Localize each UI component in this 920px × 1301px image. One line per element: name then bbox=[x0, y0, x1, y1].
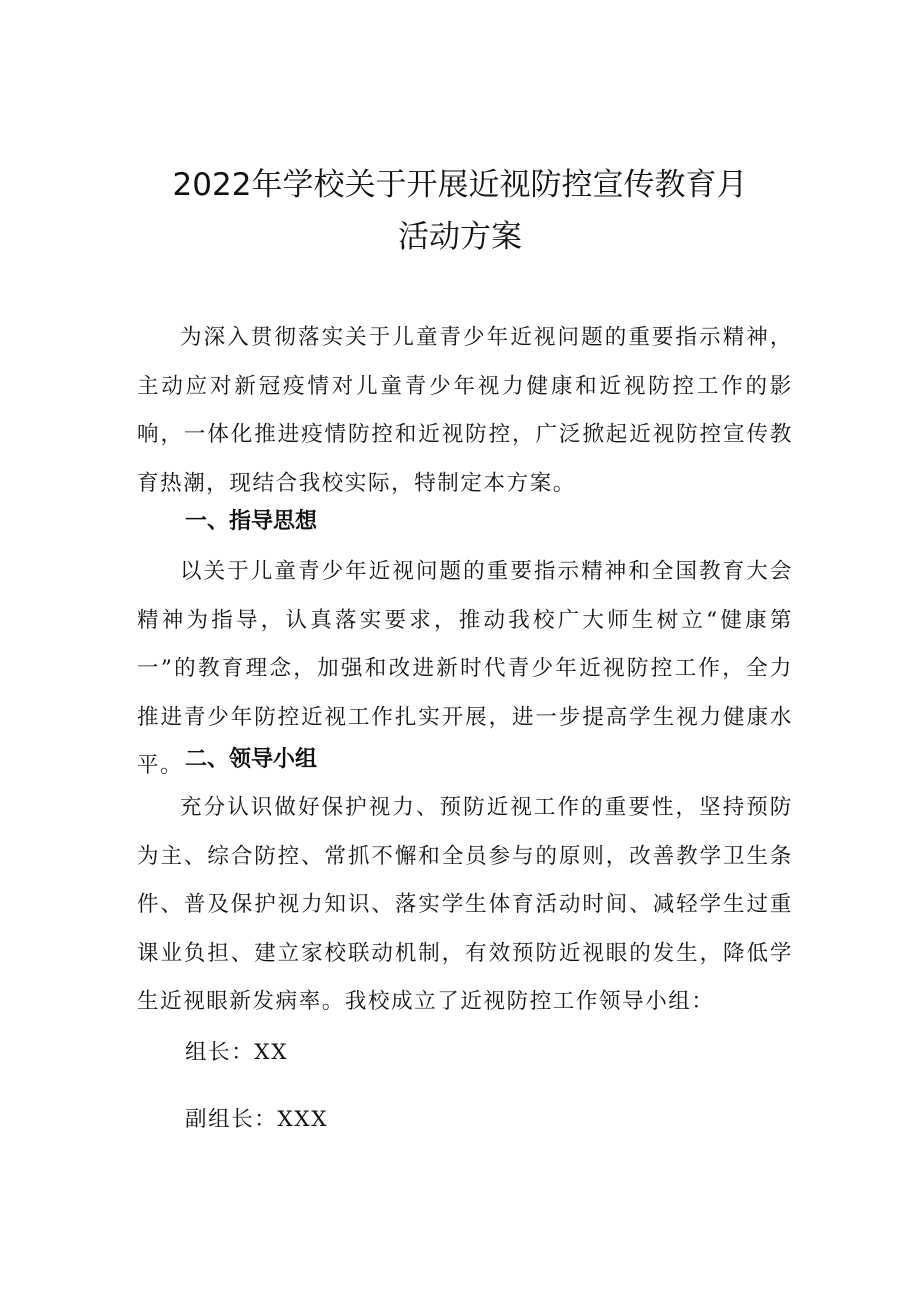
leadership-group-paragraph: 充分认识做好保护视力、预防近视工作的重要性，坚持预防为主、综合防控、常抓不懈和全员参与的原则，改善教学卫生条件、普及保护视力知识、落实学生体育活动时间、减轻学生过重课业负担、建立家校联动机制，有效预防近视眼的发生，降低学生近视眼新发病率。我校成立了近视防控工作领导小组： bbox=[137, 795, 793, 1014]
document-title-line2: 活动方案 bbox=[398, 219, 522, 255]
intro-paragraph: 为深入贯彻落实关于儿童青少年近视问题的重要指示精神，主动应对新冠疫情对儿童青少年视力健康和近视防控工作的影响，一体化推进疫情防控和近视防控，广泛掀起近视防控宣传教育热潮，现结合我校实际，特制定本方案。 bbox=[137, 325, 793, 496]
document-title-line1: 2022年学校关于开展近视防控宣传教育月 bbox=[172, 167, 748, 203]
section-heading-leadership-group: 二、领导小组 bbox=[185, 747, 318, 772]
deputy-group-leader: 副组长：XXX bbox=[185, 1107, 329, 1132]
section-heading-guiding-thought: 一、指导思想 bbox=[185, 509, 318, 534]
group-leader: 组长：XX bbox=[185, 1040, 289, 1065]
guiding-thought-paragraph: 以关于儿童青少年近视问题的重要指示精神和全国教育大会精神为指导，认真落实要求，推动我校广大师生树立“健康第一”的教育理念，加强和改进新时代青少年近视防控工作，全力推进青少年防控近视工作扎实开展，进一步提高学生视力健康水平。 bbox=[137, 559, 793, 778]
